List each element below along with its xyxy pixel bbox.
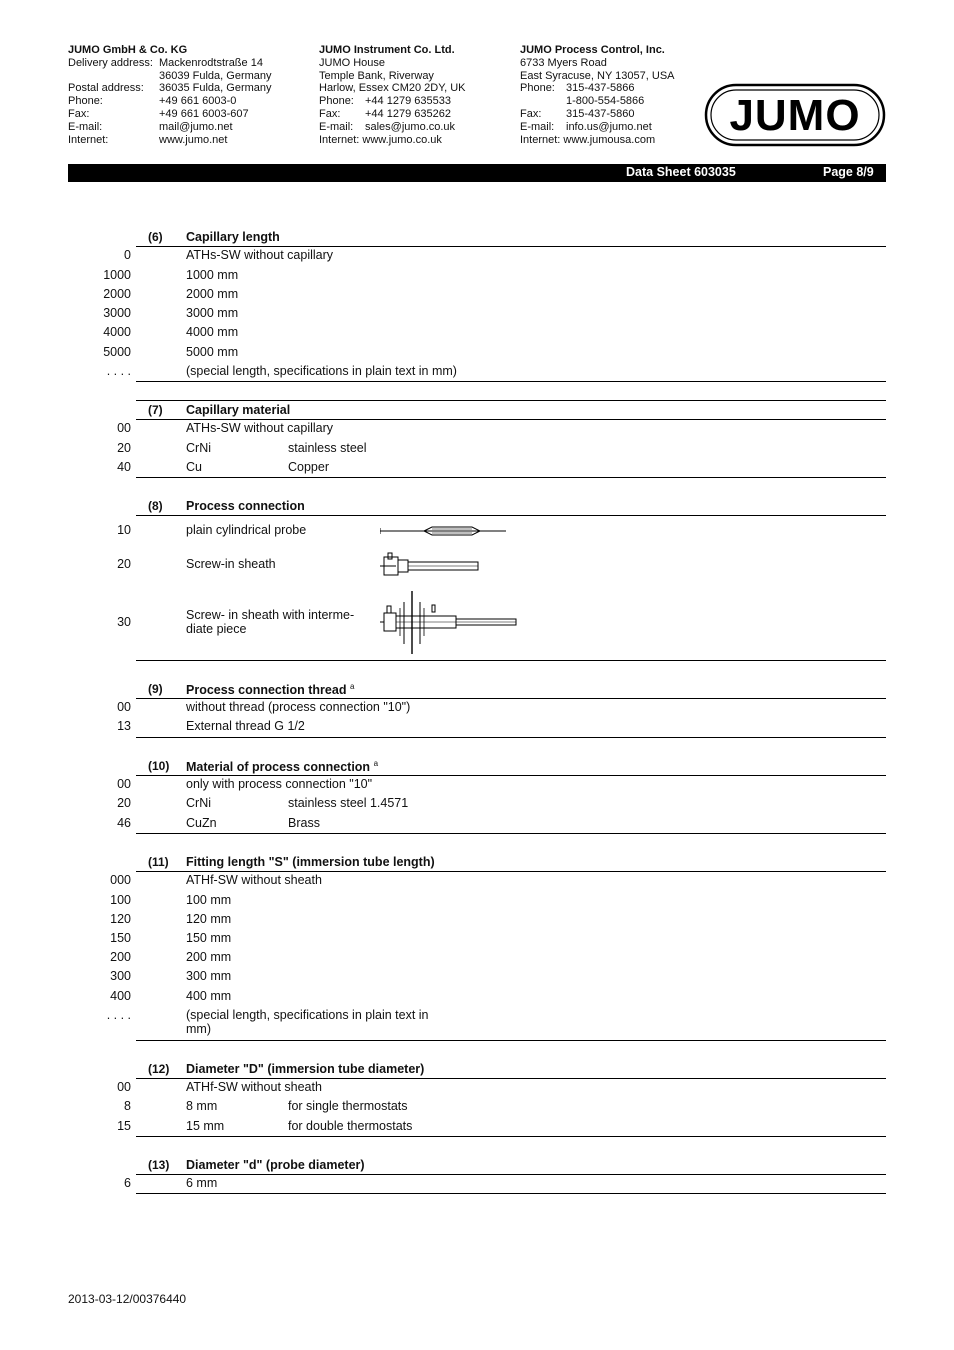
list-item: 46 CuZn Brass [117,816,320,830]
list-item: 150 150 mm [110,931,232,945]
divider [136,400,886,401]
list-item: 5000 5000 mm [103,345,239,359]
list-item: 20 CrNi stainless steel [117,441,367,455]
list-item: 13 External thread G 1/2 [117,719,305,733]
header-bar [68,164,886,182]
list-item: 200 200 mm [110,950,232,964]
list-item: Screw- in sheath with interme- [186,608,355,622]
address-row: Fax: 315-437-5860 [520,107,635,120]
address-row: Phone: 315-437-5866 [520,82,635,95]
list-item: 0 ATHs-SW without capillary [124,248,334,262]
divider [136,477,886,478]
list-item: 3000 3000 mm [103,306,239,320]
section-title: (7) Capillary material [136,402,886,420]
address-line: JUMO House [319,56,386,69]
section-title: (11) Fitting length "S" (immersion tube length) [136,854,886,872]
address-row: E-mail: sales@jumo.co.uk [319,120,456,133]
address-row: 36039 Fulda, Germany [159,69,272,82]
section-title: (12) Diameter "D" (immersion tube diameter) [136,1061,886,1079]
list-item: 00 without thread (process connection "10") [117,700,411,714]
divider [136,660,886,661]
list-item: mm) [186,1022,211,1036]
address-line: East Syracuse, NY 13057, USA [520,69,675,82]
section-title: (6) Capillary length [136,229,886,247]
company-name: JUMO GmbH & Co. KG [68,44,188,56]
company-name: JUMO Process Control, Inc. [520,44,665,56]
plain-probe-drawing [380,524,508,538]
list-item: 30 [117,615,131,629]
address-row: Internet: www.jumousa.com [520,133,656,146]
list-item: . . . . (special length, specifications in plain text in mm) [106,364,457,378]
list-item: 8 8 mm for single thermostats [124,1099,408,1113]
list-item: 1000 1000 mm [103,268,239,282]
list-item: 400 400 mm [110,989,232,1003]
list-item: 00 ATHf-SW without sheath [117,1080,322,1094]
address-row: Postal address: 36035 Fulda, Germany [68,82,272,95]
divider [136,833,886,834]
list-item: 2000 2000 mm [103,287,239,301]
section-title: (8) Process connection [136,498,886,516]
divider [136,1040,886,1041]
section-title: (10) Material of process connection $^a$ [136,758,886,776]
address-uk [319,44,466,146]
address-row: E-mail: info.us@jumo.net [520,120,652,133]
jumo-logo [704,83,886,147]
section-title: (13) Diameter "d" (probe diameter) [136,1157,886,1175]
footer-doc-id: 2013-03-12/00376440 [68,1292,187,1306]
address-row: 1-800-554-5866 [566,95,645,108]
address-germany [68,44,272,146]
list-item: 40 Cu Copper [117,460,329,474]
list-item: 4000 4000 mm [103,325,239,339]
divider [136,381,886,382]
page-number: Page 8/9 [823,165,874,179]
list-item: 000 ATHf-SW without sheath [110,873,322,887]
screw-in-sheath-drawing [380,549,482,579]
list-item: . . . . (special length, specifications in plain text in [106,1008,429,1022]
list-item: diate piece [186,622,247,636]
address-usa [520,44,675,146]
address-row: Internet: www.jumo.net [68,133,228,146]
list-item: 00 ATHs-SW without capillary [117,421,334,435]
list-item: 20 Screw-in sheath [117,557,276,571]
list-item: 20 CrNi stainless steel 1.4571 [117,796,409,810]
list-item: 120 120 mm [110,912,232,926]
address-row: Internet: www.jumo.co.uk [319,133,442,146]
logo-text: JUMO [729,91,861,140]
address-line: Harlow, Essex CM20 2DY, UK [319,82,466,95]
list-item: 6 6 mm [124,1176,218,1190]
address-row: Delivery address: Mackenrodtstraße 14 [68,56,263,69]
data-sheet-number: Data Sheet 603035 [626,165,736,179]
address-row: Fax: +44 1279 635262 [319,107,451,120]
address-row: Fax: +49 661 6003-607 [68,107,249,120]
section-title: (9) Process connection thread $^a$ [136,681,886,699]
divider [136,1193,886,1194]
list-item: 100 100 mm [110,893,232,907]
address-row: Phone: +44 1279 635533 [319,95,451,108]
divider [136,1136,886,1137]
address-line: Temple Bank, Riverway [319,69,434,82]
address-row: Phone: +49 661 6003-0 [68,95,237,108]
intermediate-piece-drawing [380,590,520,656]
list-item: 00 only with process connection "10" [117,777,373,791]
address-row: E-mail: mail@jumo.net [68,120,233,133]
list-item: 300 300 mm [110,969,232,983]
company-name: JUMO Instrument Co. Ltd. [319,44,455,56]
list-item: 10 plain cylindrical probe [117,523,307,537]
address-line: 6733 Myers Road [520,56,607,69]
divider [136,737,886,738]
list-item: 15 15 mm for double thermostats [117,1119,413,1133]
